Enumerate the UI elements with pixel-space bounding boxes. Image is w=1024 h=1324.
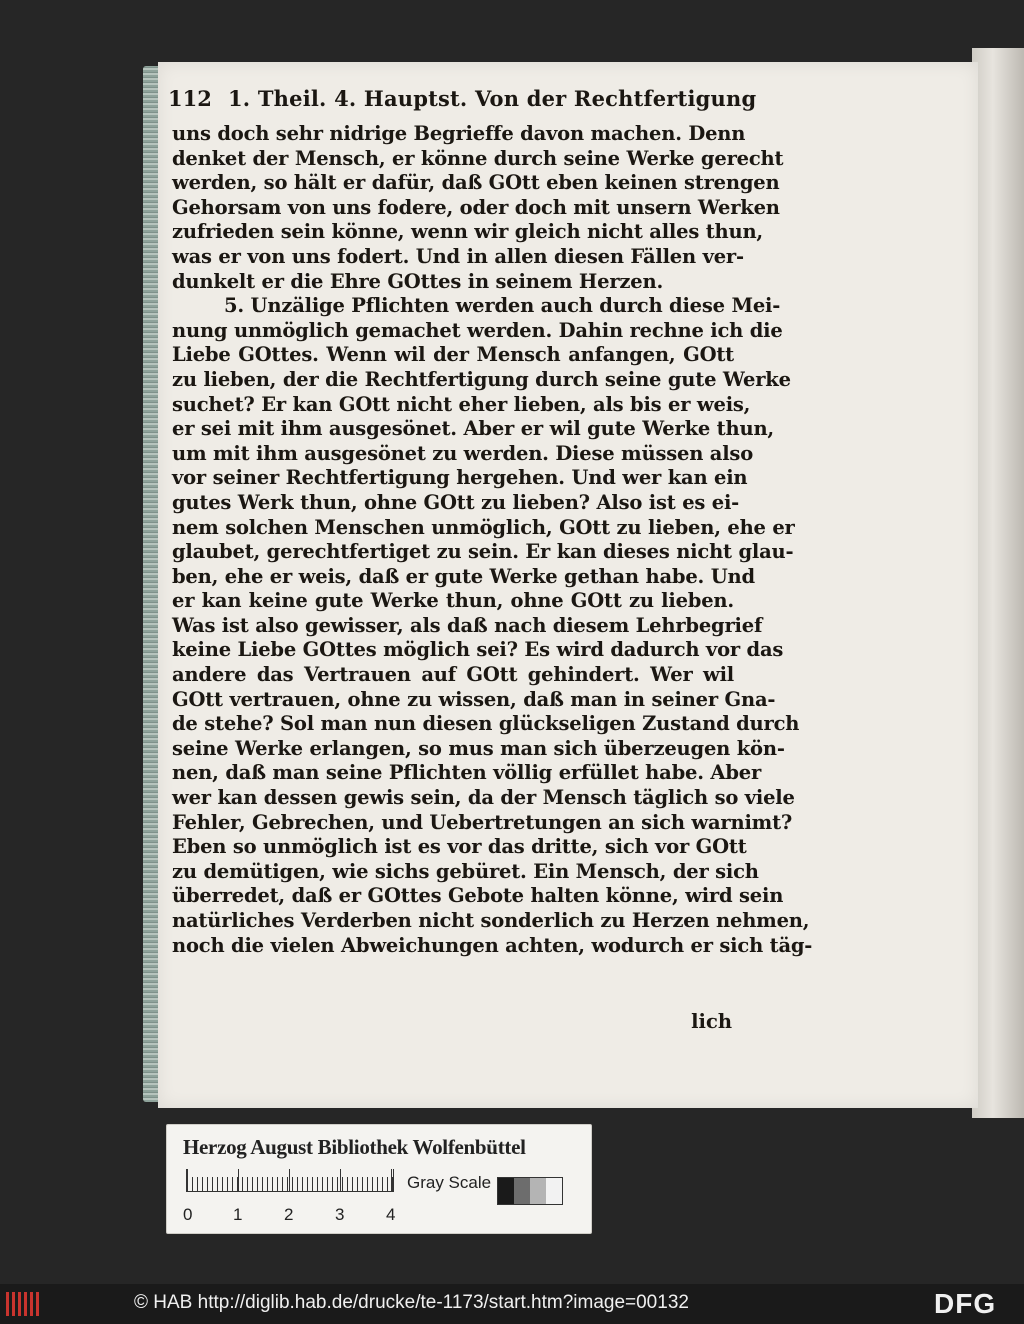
grayscale-swatch — [546, 1178, 562, 1204]
facing-page-edge — [972, 48, 1024, 1118]
running-title: 1. Theil. 4. Hauptst. Von der Rechtfertigung — [228, 86, 757, 111]
footer-url[interactable]: © HAB http://diglib.hab.de/drucke/te-1173/start.htm?image=00132 — [134, 1292, 689, 1313]
footer-bar — [0, 1284, 1024, 1324]
ruler-number: 3 — [335, 1205, 345, 1224]
text-line: gutes Werk thun, ohne GOtt zu lieben? Also ist es ei- — [172, 490, 740, 514]
text-line: er sei mit ihm ausgesönet. Aber er wil gute Werke thun, — [172, 417, 775, 441]
text-line: wer kan dessen gewis sein, da der Mensch täglich so viele — [172, 786, 795, 810]
ruler-number: 4 — [386, 1205, 396, 1224]
text-line: andere das Vertrauen auf GOtt gehindert. Wer wil — [172, 663, 734, 687]
grayscale-swatch — [514, 1178, 530, 1204]
text-line: Gehorsam von uns fodere, oder doch mit unsern Werken — [172, 195, 780, 219]
ruler-number: 2 — [284, 1205, 294, 1224]
text-line: nung unmöglich gemachet werden. Dahin rechne ich die — [172, 318, 783, 342]
text-line: um mit ihm ausgesönet zu werden. Diese müssen also — [172, 441, 754, 465]
scale-ruler — [186, 1169, 394, 1192]
dfg-logo: DFG — [934, 1288, 997, 1319]
text-line: uns doch sehr nidrige Begrieffe davon machen. Denn — [172, 122, 746, 145]
text-line: zu demütigen, wie sichs gebüret. Ein Mensch, der sich — [172, 859, 759, 883]
text-line: was er von uns fodert. Und in allen diesen Fällen ver- — [172, 244, 744, 268]
catchword: lich — [691, 1010, 732, 1033]
text-line: glaubet, gerechtfertiget zu sein. Er kan dieses nicht glau- — [172, 540, 794, 564]
text-line: zufrieden sein könne, wenn wir gleich nicht alles thun, — [172, 220, 764, 244]
text-line: vor seiner Rechtfertigung hergehen. Und wer kan ein — [172, 466, 748, 490]
text-line: noch die vielen Abweichungen achten, wodurch er sich täg- — [172, 933, 813, 957]
grayscale-swatches — [497, 1177, 563, 1205]
text-line: natürliches Verderben nicht sonderlich zu Herzen nehmen, — [172, 909, 810, 932]
text-line: werden, so hält er dafür, daß GOtt eben keinen strengen — [172, 171, 780, 195]
body-text — [172, 122, 813, 958]
hab-logo-icon — [6, 1292, 42, 1316]
text-line: Fehler, Gebrechen, und Uebertretungen an sich warnimt? — [172, 810, 793, 834]
text-line: GOtt vertrauen, ohne zu wissen, daß man in seiner Gna- — [172, 687, 776, 711]
page-number: 112 — [168, 86, 212, 111]
text-line: Liebe GOttes. Wenn wil der Mensch anfangen, GOtt — [172, 343, 734, 367]
text-line: zu lieben, der die Rechtfertigung durch seine gute Werke — [172, 367, 791, 391]
text-line: Was ist also gewisser, als daß nach diesem Lehrbegrief — [172, 613, 763, 637]
grayscale-swatch — [530, 1178, 546, 1204]
text-line: seine Werke erlangen, so mus man sich überzeugen kön- — [172, 736, 785, 760]
text-line: dunkelt er die Ehre GOttes in seinem Herzen. — [172, 269, 664, 293]
page-header — [168, 86, 757, 126]
ruler-number: 0 — [183, 1205, 193, 1224]
text-line: de stehe? Sol man nun diesen glückseligen Zustand durch — [172, 712, 800, 736]
grayscale-label: Gray Scale — [407, 1173, 492, 1192]
text-line: 5. Unzälige Pflichten werden auch durch diese Mei- — [224, 294, 781, 318]
grayscale-swatch — [498, 1178, 514, 1204]
library-card — [166, 1124, 592, 1234]
text-line: nem solchen Menschen unmöglich, GOtt zu lieben, ehe er — [172, 515, 795, 539]
text-line: Eben so unmöglich ist es vor das dritte, sich vor GOtt — [172, 835, 747, 859]
text-line: er kan keine gute Werke thun, ohne GOtt zu lieben. — [172, 589, 734, 613]
text-line: keine Liebe GOttes möglich sei? Es wird dadurch vor das — [172, 638, 784, 662]
ruler-number: 1 — [233, 1205, 243, 1224]
text-line: denket der Mensch, er könne durch seine Werke gerecht — [172, 146, 784, 170]
text-line: überredet, daß er GOttes Gebote halten könne, wird sein — [172, 884, 784, 908]
text-line: suchet? Er kan GOtt nicht eher lieben, als bis er weis, — [172, 392, 751, 416]
text-line: ben, ehe er weis, daß er gute Werke gethan habe. Und — [172, 564, 755, 588]
library-name: Herzog August Bibliothek Wolfenbüttel — [183, 1135, 526, 1159]
text-line: nen, daß man seine Pflichten völlig erfüllet habe. Aber — [172, 761, 762, 785]
